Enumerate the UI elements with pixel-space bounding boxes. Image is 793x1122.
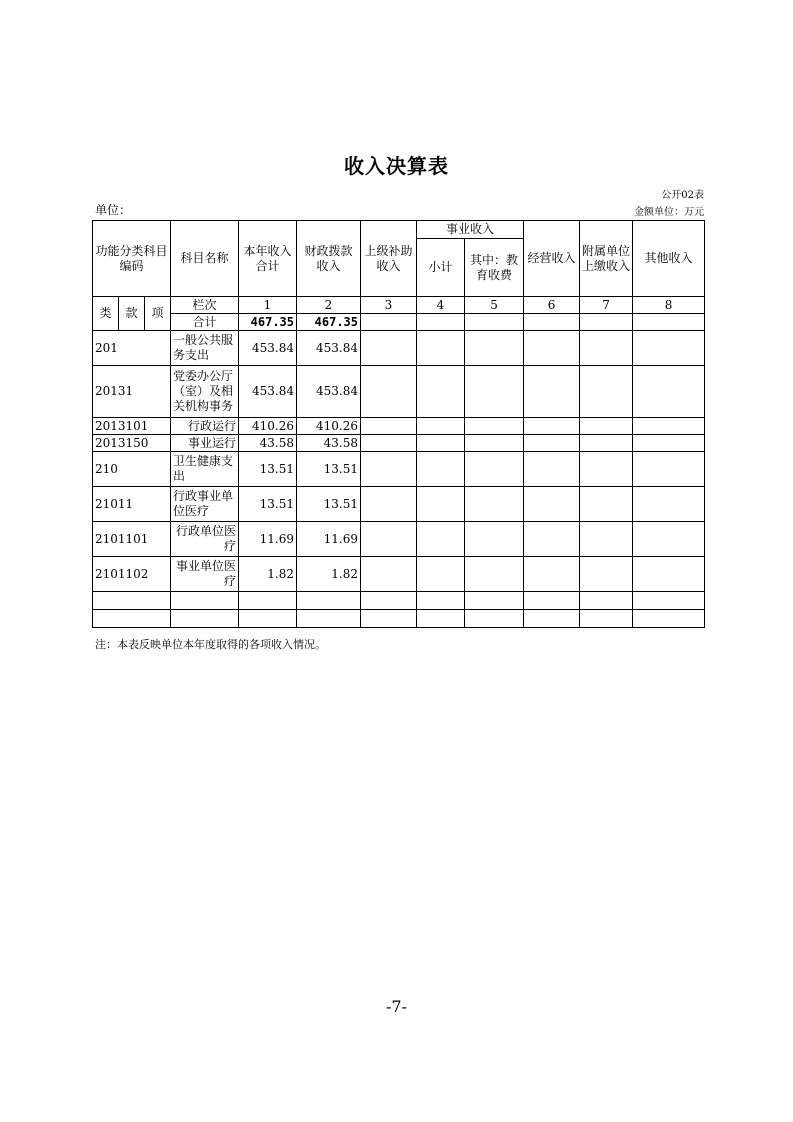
header-subtotal: 小计: [417, 239, 465, 297]
total-fiscal-allocation: 467.35: [297, 314, 361, 331]
amount-unit: 金额单位：万元: [634, 207, 704, 218]
header-superior-subsidy: 上级补助收入: [361, 221, 417, 297]
empty-row: [93, 610, 705, 628]
table-row: [93, 366, 705, 418]
total-label: 合计: [171, 314, 239, 331]
header-column-order: 栏次: [171, 297, 239, 314]
table-row: [93, 418, 705, 435]
revenue-table: [92, 220, 705, 628]
table-row: [93, 522, 705, 557]
row-code: 21011: [93, 487, 171, 522]
row-code: 2013101: [93, 418, 171, 435]
header-func-code: 功能分类科目编码: [93, 221, 171, 297]
col-number: 5: [465, 297, 524, 314]
col-number: 1: [239, 297, 297, 314]
row-fiscal-allocation: 453.84: [297, 366, 361, 418]
row-current-income: 43.58: [239, 435, 297, 452]
table-row: [93, 557, 705, 592]
row-code: 210: [93, 452, 171, 487]
row-name: 党委办公厅（室）及相关机构事务: [171, 366, 239, 418]
row-fiscal-allocation: 410.26: [297, 418, 361, 435]
header-current-income: 本年收入合计: [239, 221, 297, 297]
row-name: 卫生健康支出: [171, 452, 239, 487]
table-row: [93, 435, 705, 452]
row-current-income: 11.69: [239, 522, 297, 557]
row-fiscal-allocation: 43.58: [297, 435, 361, 452]
unit-label: 单位：: [95, 203, 132, 217]
col-number: 6: [524, 297, 580, 314]
row-current-income: 13.51: [239, 452, 297, 487]
row-current-income: 1.82: [239, 557, 297, 592]
row-fiscal-allocation: 1.82: [297, 557, 361, 592]
row-name: 行政运行: [171, 418, 239, 435]
page-title: 收入决算表: [344, 154, 449, 178]
row-fiscal-allocation: 13.51: [297, 487, 361, 522]
row-code: 201: [93, 331, 171, 366]
row-code: 2101102: [93, 557, 171, 592]
row-name: 行政单位医疗: [171, 522, 239, 557]
table-row: [93, 452, 705, 487]
header-business-income: 事业收入: [417, 221, 524, 239]
row-fiscal-allocation: 453.84: [297, 331, 361, 366]
row-current-income: 453.84: [239, 366, 297, 418]
row-code: 2101101: [93, 522, 171, 557]
col-number: 2: [297, 297, 361, 314]
row-fiscal-allocation: 13.51: [297, 452, 361, 487]
row-current-income: 410.26: [239, 418, 297, 435]
col-number: 8: [633, 297, 705, 314]
header-education-fee: 其中：教育收费: [465, 239, 524, 297]
row-code: 2013150: [93, 435, 171, 452]
total-row: [93, 314, 705, 331]
header-class: 类: [93, 297, 119, 331]
row-name: 事业运行: [171, 435, 239, 452]
row-name: 事业单位医疗: [171, 557, 239, 592]
header-affiliated-income: 附属单位上缴收入: [580, 221, 633, 297]
header-item: 项: [145, 297, 171, 331]
form-number: 公开02表: [661, 190, 704, 201]
header-fiscal-allocation: 财政拨款收入: [297, 221, 361, 297]
col-number: 7: [580, 297, 633, 314]
table-row: [93, 331, 705, 366]
header-section: 款: [119, 297, 145, 331]
header-subject-name: 科目名称: [171, 221, 239, 297]
table-note: 注：本表反映单位本年度取得的各项收入情况。: [95, 638, 326, 651]
col-number: 3: [361, 297, 417, 314]
page-number: -7-: [386, 997, 407, 1016]
row-code: 20131: [93, 366, 171, 418]
row-name: 一般公共服务支出: [171, 331, 239, 366]
header-operating-income: 经营收入: [524, 221, 580, 297]
row-current-income: 453.84: [239, 331, 297, 366]
header-other-income: 其他收入: [633, 221, 705, 297]
empty-row: [93, 592, 705, 610]
row-name: 行政事业单位医疗: [171, 487, 239, 522]
total-current-income: 467.35: [239, 314, 297, 331]
row-current-income: 13.51: [239, 487, 297, 522]
row-fiscal-allocation: 11.69: [297, 522, 361, 557]
table-row: [93, 487, 705, 522]
col-number: 4: [417, 297, 465, 314]
